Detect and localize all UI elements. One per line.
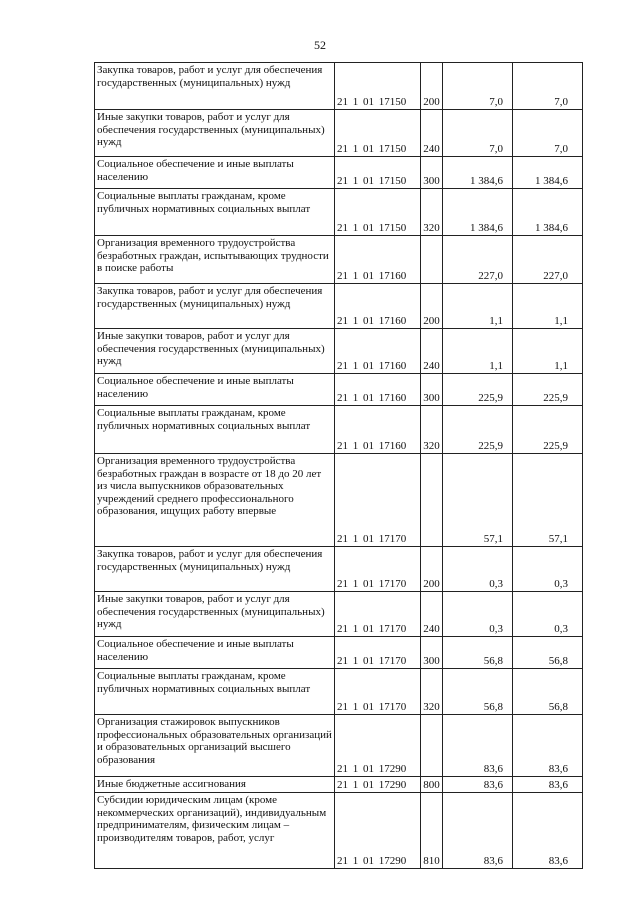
row-name-cell: Социальные выплаты гражданам, кроме публичных нормативных социальных выплат	[95, 406, 335, 454]
row-sum-2-cell: 1,1	[513, 329, 583, 374]
table-row	[95, 284, 583, 329]
row-expense-type-cell: 200	[421, 284, 443, 329]
row-expense-type-cell	[421, 715, 443, 777]
table-row	[95, 189, 583, 236]
table-row	[95, 715, 583, 777]
row-sum-2-cell: 57,1	[513, 454, 583, 547]
row-sum-1-cell: 83,6	[443, 793, 513, 869]
row-expense-type-cell: 240	[421, 329, 443, 374]
row-sum-2-cell: 0,3	[513, 592, 583, 637]
row-sum-1-cell: 1,1	[443, 284, 513, 329]
row-sum-2-cell: 7,0	[513, 63, 583, 110]
table-row	[95, 63, 583, 110]
row-sum-2-cell: 1,1	[513, 284, 583, 329]
row-sum-2-cell: 0,3	[513, 547, 583, 592]
row-code-cell: 21 1 01 17160	[335, 406, 421, 454]
row-sum-1-cell: 57,1	[443, 454, 513, 547]
row-sum-2-cell: 1 384,6	[513, 157, 583, 189]
row-code-cell: 21 1 01 17150	[335, 110, 421, 157]
row-expense-type-cell: 300	[421, 157, 443, 189]
row-code-cell: 21 1 01 17290	[335, 715, 421, 777]
row-sum-2-cell: 56,8	[513, 669, 583, 715]
row-name-cell: Закупка товаров, работ и услуг для обеспечения государственных (муниципальных) нужд	[95, 547, 335, 592]
row-expense-type-cell: 200	[421, 547, 443, 592]
row-sum-1-cell: 0,3	[443, 592, 513, 637]
row-sum-1-cell: 1 384,6	[443, 189, 513, 236]
row-sum-2-cell: 83,6	[513, 715, 583, 777]
row-name-cell: Организация временного трудоустройства безработных граждан в возрасте от 18 до 20 лет из числа выпускников образовательных учреждений среднего профессионального образования, ищущих работу впервые	[95, 454, 335, 547]
row-name-cell: Иные бюджетные ассигнования	[95, 777, 335, 793]
row-expense-type-cell: 810	[421, 793, 443, 869]
row-sum-1-cell: 7,0	[443, 63, 513, 110]
row-sum-1-cell: 56,8	[443, 669, 513, 715]
row-expense-type-cell: 320	[421, 189, 443, 236]
row-name-cell: Социальные выплаты гражданам, кроме публичных нормативных социальных выплат	[95, 669, 335, 715]
row-sum-2-cell: 225,9	[513, 374, 583, 406]
row-sum-1-cell: 7,0	[443, 110, 513, 157]
row-name-cell: Социальное обеспечение и иные выплаты населению	[95, 637, 335, 669]
row-name-cell: Социальное обеспечение и иные выплаты населению	[95, 374, 335, 406]
row-sum-2-cell: 83,6	[513, 793, 583, 869]
row-name-cell: Иные закупки товаров, работ и услуг для обеспечения государственных (муниципальных) нужд	[95, 592, 335, 637]
row-code-cell: 21 1 01 17170	[335, 637, 421, 669]
row-sum-1-cell: 1 384,6	[443, 157, 513, 189]
row-sum-2-cell: 227,0	[513, 236, 583, 284]
row-sum-1-cell: 83,6	[443, 715, 513, 777]
row-code-cell: 21 1 01 17170	[335, 669, 421, 715]
row-code-cell: 21 1 01 17160	[335, 236, 421, 284]
row-name-cell: Закупка товаров, работ и услуг для обеспечения государственных (муниципальных) нужд	[95, 63, 335, 110]
row-code-cell: 21 1 01 17150	[335, 63, 421, 110]
row-code-cell: 21 1 01 17290	[335, 793, 421, 869]
table-row	[95, 777, 583, 793]
row-expense-type-cell: 800	[421, 777, 443, 793]
row-expense-type-cell: 320	[421, 406, 443, 454]
row-code-cell: 21 1 01 17160	[335, 329, 421, 374]
row-sum-2-cell: 56,8	[513, 637, 583, 669]
row-name-cell: Иные закупки товаров, работ и услуг для обеспечения государственных (муниципальных) нужд	[95, 329, 335, 374]
row-name-cell: Социальное обеспечение и иные выплаты населению	[95, 157, 335, 189]
row-sum-1-cell: 83,6	[443, 777, 513, 793]
row-code-cell: 21 1 01 17290	[335, 777, 421, 793]
row-name-cell: Организация стажировок выпускников профессиональных образовательных организаций и образовательных организаций высшего образования	[95, 715, 335, 777]
row-sum-1-cell: 225,9	[443, 406, 513, 454]
table-row	[95, 669, 583, 715]
row-code-cell: 21 1 01 17170	[335, 454, 421, 547]
page-number: 52	[314, 38, 326, 52]
row-code-cell: 21 1 01 17150	[335, 157, 421, 189]
table-row	[95, 374, 583, 406]
row-sum-2-cell: 1 384,6	[513, 189, 583, 236]
table-row	[95, 793, 583, 869]
row-name-cell: Закупка товаров, работ и услуг для обеспечения государственных (муниципальных) нужд	[95, 284, 335, 329]
table-row	[95, 637, 583, 669]
row-code-cell: 21 1 01 17160	[335, 374, 421, 406]
row-code-cell: 21 1 01 17170	[335, 547, 421, 592]
row-code-cell: 21 1 01 17160	[335, 284, 421, 329]
table-row	[95, 592, 583, 637]
row-sum-2-cell: 83,6	[513, 777, 583, 793]
row-sum-1-cell: 0,3	[443, 547, 513, 592]
budget-table	[94, 62, 583, 869]
table-row	[95, 110, 583, 157]
row-expense-type-cell: 300	[421, 637, 443, 669]
table-row	[95, 547, 583, 592]
row-code-cell: 21 1 01 17150	[335, 189, 421, 236]
row-name-cell: Субсидии юридическим лицам (кроме некоммерческих организаций), индивидуальным предпринимателям, физическим лицам – производителям товаров, работ, услуг	[95, 793, 335, 869]
row-sum-1-cell: 225,9	[443, 374, 513, 406]
table-row	[95, 406, 583, 454]
table-row	[95, 236, 583, 284]
row-name-cell: Иные закупки товаров, работ и услуг для обеспечения государственных (муниципальных) нужд	[95, 110, 335, 157]
budget-table-body	[95, 63, 583, 869]
row-sum-1-cell: 56,8	[443, 637, 513, 669]
row-expense-type-cell: 240	[421, 110, 443, 157]
row-expense-type-cell	[421, 236, 443, 284]
row-sum-2-cell: 7,0	[513, 110, 583, 157]
table-row	[95, 329, 583, 374]
table-row	[95, 157, 583, 189]
row-sum-1-cell: 227,0	[443, 236, 513, 284]
row-sum-2-cell: 225,9	[513, 406, 583, 454]
row-code-cell: 21 1 01 17170	[335, 592, 421, 637]
row-expense-type-cell: 300	[421, 374, 443, 406]
row-expense-type-cell: 240	[421, 592, 443, 637]
row-expense-type-cell	[421, 454, 443, 547]
row-expense-type-cell: 200	[421, 63, 443, 110]
row-sum-1-cell: 1,1	[443, 329, 513, 374]
row-name-cell: Организация временного трудоустройства безработных граждан, испытывающих трудности в поиске работы	[95, 236, 335, 284]
row-expense-type-cell: 320	[421, 669, 443, 715]
table-row	[95, 454, 583, 547]
row-name-cell: Социальные выплаты гражданам, кроме публичных нормативных социальных выплат	[95, 189, 335, 236]
